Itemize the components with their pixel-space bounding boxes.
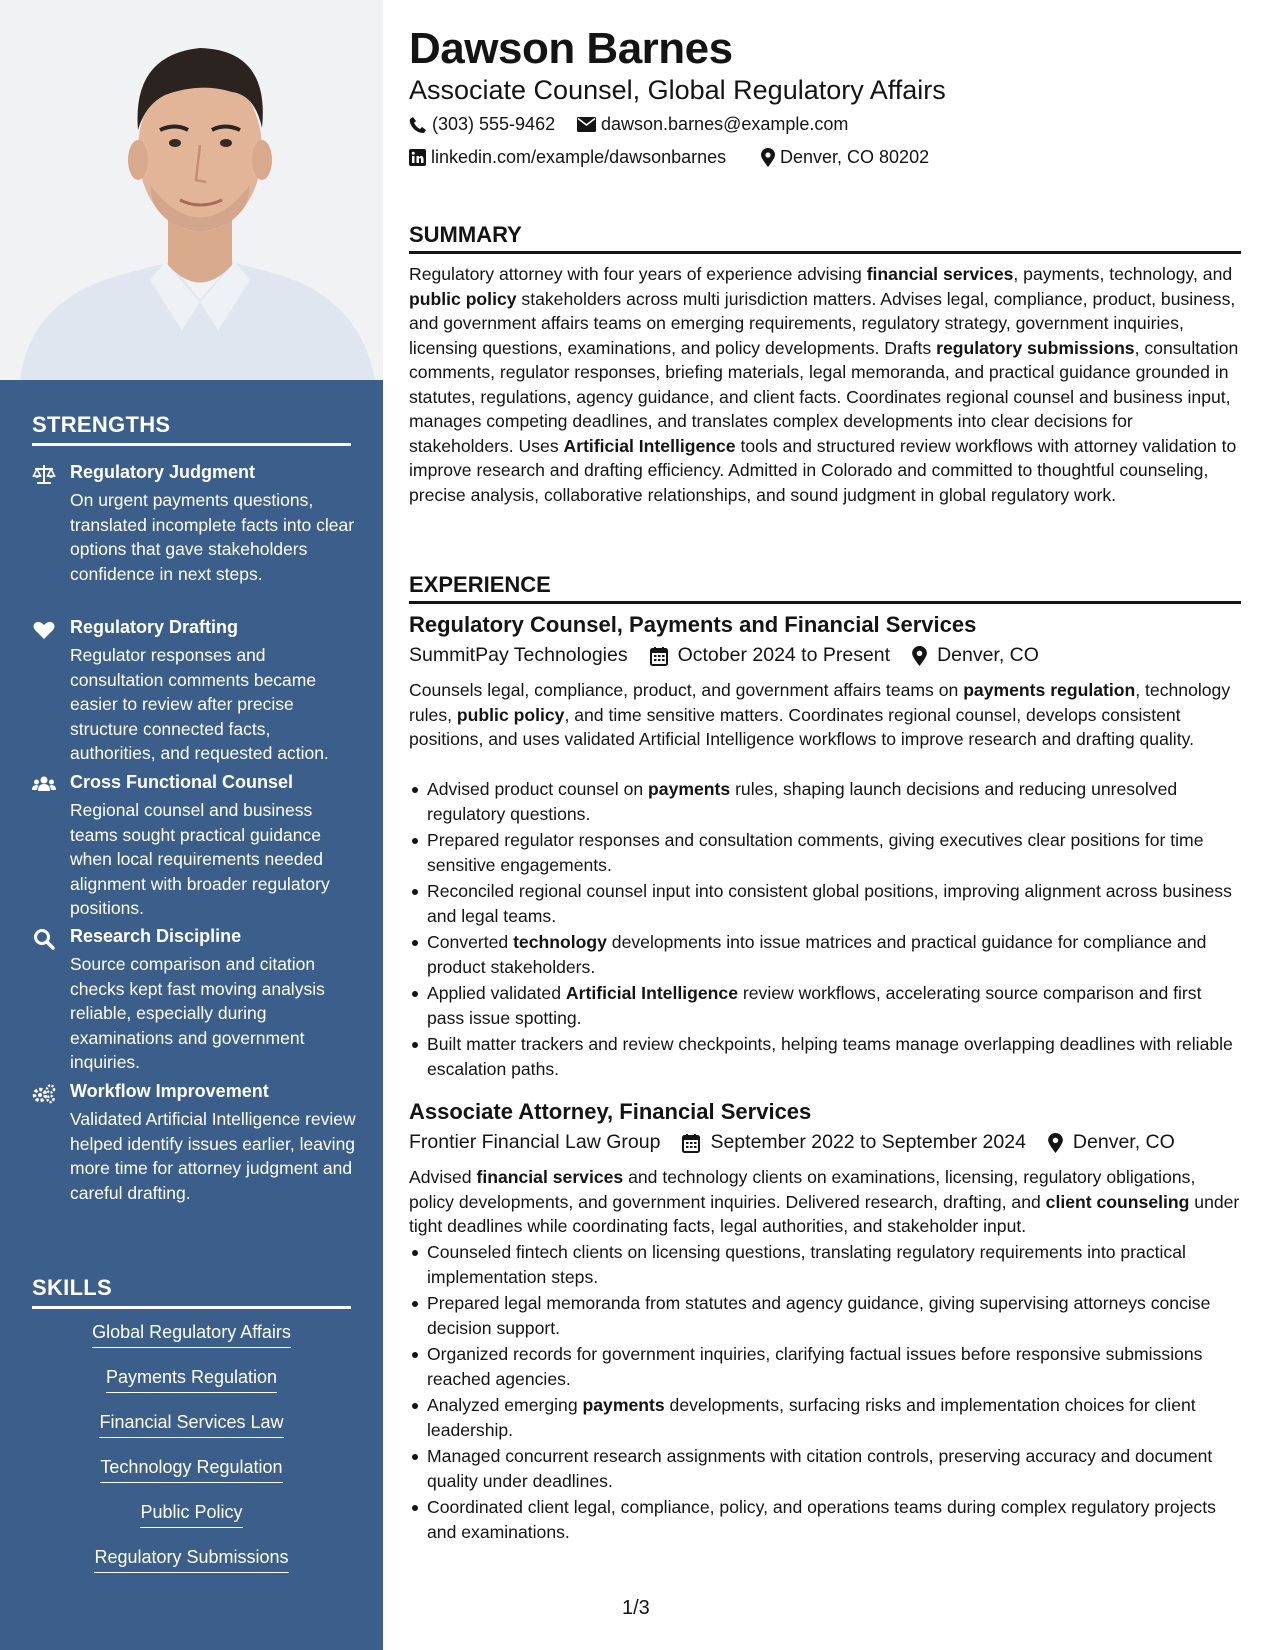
candidate-name: Dawson Barnes — [409, 24, 733, 73]
sidebar — [0, 0, 383, 1650]
calendar-icon — [682, 1133, 700, 1153]
linkedin-link[interactable]: linkedin.com/example/dawsonbarnes — [431, 147, 727, 167]
strength-title: Research Discipline — [70, 926, 242, 946]
summary-text: Regulatory attorney with four years of experience advising financial services, payments, technology, and public policy stakeholders across multi jurisdiction matters. Advises legal, compliance, product, business, and government affairs teams on emerging requirements, regulatory strategy, government inquiries, licensing questions, examinations, and policy developments. Drafts regulatory submissions, consultation comments, regulator responses, briefing materials, legal memoranda, and practical guidance grounded in statutes, regulations, agency guidance, and client facts. Coordinates regional counsel and business input, manages competing deadlines, and translates complex developments into clear decisions for stakeholders. Uses Artificial Intelligence tools and structured review workflows with attorney validation to improve research and drafting efficiency. Admitted in Colorado and committed to thoughtful counseling, precise analysis, collaborative relationships, and sound judgment in global regulatory work. — [409, 264, 1239, 505]
job-meta — [409, 644, 1039, 667]
map-pin-icon — [1048, 1133, 1063, 1153]
skill-item: Regulatory Submissions — [0, 1545, 383, 1590]
strength-title: Cross Functional Counsel — [70, 772, 294, 792]
skill-item: Payments Regulation — [0, 1365, 383, 1410]
bullet-item: Prepared legal memoranda from statutes and agency guidance, giving supervising attorneys concise decision support. — [427, 1291, 1241, 1340]
strength-title: Workflow Improvement — [70, 1081, 269, 1101]
profile-photo — [0, 0, 383, 380]
job-bullets — [409, 1240, 1241, 1546]
company-name: Frontier Financial Law Group — [409, 1131, 661, 1153]
bullet-item: Prepared regulator responses and consultation comments, giving executives clear positions for time sensitive engagements. — [427, 828, 1241, 877]
heart-icon — [32, 619, 56, 641]
phone-contact — [409, 114, 555, 135]
job-meta — [409, 1131, 1175, 1154]
phone-icon — [409, 116, 427, 134]
gears-icon — [32, 1083, 56, 1105]
location-text: Denver, CO 80202 — [780, 147, 930, 167]
bullet-item: Counseled fintech clients on licensing questions, translating regulatory requirements into practical implementation steps. — [427, 1240, 1241, 1289]
skill-item: Global Regulatory Affairs — [0, 1320, 383, 1365]
skill-item: Technology Regulation — [0, 1455, 383, 1500]
strength-text: On urgent payments questions, translated incomplete facts into clear options that gave stakeholders confidence in next steps. — [70, 490, 355, 584]
company-name: SummitPay Technologies — [409, 644, 628, 666]
phone-number: (303) 555-9462 — [432, 114, 556, 134]
person-portrait-image — [0, 0, 383, 380]
strength-text: Source comparison and citation checks kept fast moving analysis reliable, especially during examinations and government inquiries. — [70, 954, 325, 1072]
bullet-item: Analyzed emerging payments developments, surfacing risks and implementation choices for client leadership. — [427, 1393, 1241, 1442]
skills-heading: SKILLS — [32, 1275, 351, 1309]
bullet-item: Advised product counsel on payments rules, shaping launch decisions and reducing unresolved regulatory questions. — [427, 777, 1241, 826]
job-title: Associate Attorney, Financial Services — [409, 1099, 812, 1124]
envelope-icon — [577, 117, 596, 132]
bullet-item: Reconciled regional counsel input into consistent global positions, improving alignment across business and legal teams. — [427, 879, 1241, 928]
map-pin-icon — [761, 148, 775, 167]
search-icon — [32, 928, 56, 950]
bullet-item: Converted technology developments into issue matrices and practical guidance for compliance and product stakeholders. — [427, 930, 1241, 979]
email-contact[interactable] — [577, 114, 848, 135]
job-location: Denver, CO — [1072, 1131, 1175, 1153]
strength-title: Regulatory Drafting — [70, 617, 239, 637]
email-link[interactable]: dawson.barnes@example.com — [601, 114, 849, 134]
strength-title: Regulatory Judgment — [70, 462, 256, 482]
strength-text: Regulator responses and consultation comments became easier to review after precise structure connected facts, authorities, and requested action. — [70, 645, 329, 763]
skills-list — [0, 1320, 383, 1590]
linkedin-icon — [409, 149, 426, 166]
job-dates: October 2024 to Present — [677, 644, 891, 666]
bullet-item: Built matter trackers and review checkpoints, helping teams manage overlapping deadlines with reliable escalation paths. — [427, 1032, 1241, 1081]
bullet-item: Coordinated client legal, compliance, policy, and operations teams during complex regulatory projects and examinations. — [427, 1495, 1241, 1544]
job-description: Counsels legal, compliance, product, and government affairs teams on payments regulation, technology rules, public policy, and time sensitive matters. Coordinates regional counsel, develops consistent positions, and uses validated Artificial Intelligence workflows to improve research and drafting quality. — [409, 680, 1231, 749]
page-number: 1/3 — [622, 1597, 650, 1619]
job-dates: September 2022 to September 2024 — [710, 1131, 1026, 1153]
users-icon — [32, 774, 56, 796]
bullet-item: Managed concurrent research assignments with citation controls, preserving accuracy and document quality under deadlines. — [427, 1444, 1241, 1493]
job-location: Denver, CO — [937, 644, 1039, 666]
summary-heading: SUMMARY — [409, 222, 1241, 254]
skill-item: Public Policy — [0, 1500, 383, 1545]
bullet-item: Applied validated Artificial Intelligence review workflows, accelerating source comparison and first pass issue spotting. — [427, 981, 1241, 1030]
linkedin-contact[interactable] — [409, 147, 726, 168]
strength-text: Validated Artificial Intelligence review helped identify issues earlier, leaving more time for attorney judgment and careful drafting. — [70, 1109, 356, 1203]
experience-heading: EXPERIENCE — [409, 572, 1241, 604]
balance-scale-icon — [32, 464, 56, 486]
job-bullets — [409, 777, 1241, 1083]
candidate-role: Associate Counsel, Global Regulatory Affairs — [409, 75, 946, 105]
bullet-item: Organized records for government inquiries, clarifying factual issues before responsive submissions reached agencies. — [427, 1342, 1241, 1391]
map-pin-icon — [912, 646, 927, 666]
job-description: Advised financial services and technology clients on examinations, licensing, regulatory obligations, policy developments, and government inquiries. Delivered research, drafting, and client counseling under tight deadlines while coordinating facts, legal authorities, and stakeholder input. — [409, 1167, 1240, 1236]
location-contact — [761, 147, 929, 168]
strengths-heading: STRENGTHS — [32, 412, 351, 446]
calendar-icon — [650, 646, 668, 666]
job-title: Regulatory Counsel, Payments and Financial Services — [409, 612, 977, 637]
strength-text: Regional counsel and business teams sought practical guidance when local requirements needed alignment with broader regulatory positions. — [70, 800, 330, 918]
skill-item: Financial Services Law — [0, 1410, 383, 1455]
